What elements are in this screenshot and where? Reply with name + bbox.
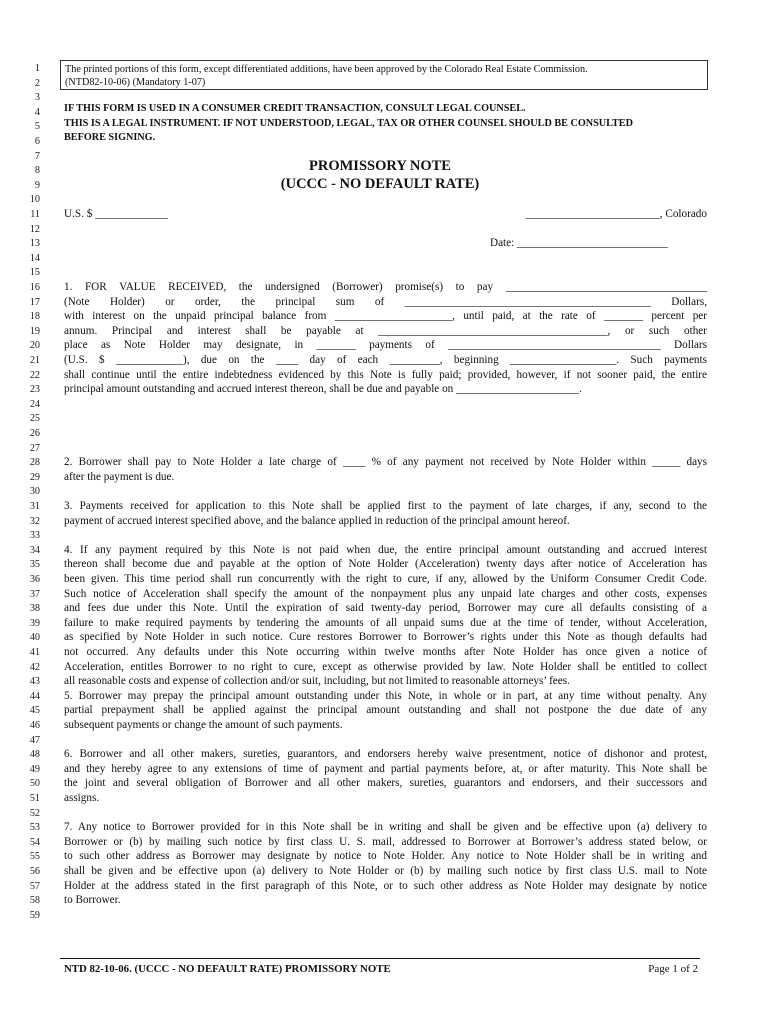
line-number: 48	[29, 749, 40, 761]
line-number: 14	[29, 252, 40, 264]
line-number: 13	[29, 238, 40, 250]
line-number: 45	[29, 705, 40, 717]
paragraph-p2-line: after the payment is due.	[64, 470, 175, 483]
line-number: 50	[29, 778, 40, 790]
line-number: 21	[29, 355, 40, 366]
line-number: 54	[29, 836, 40, 848]
line-number: 28	[29, 457, 40, 469]
line-number: 26	[29, 428, 40, 439]
line-number: 43	[29, 676, 40, 688]
paragraph-p1-line: place as Note Holder may designate, in _______ payments of ______________________________________ Dollars	[64, 339, 707, 352]
paragraph-p4-line: failure to make required payments by tendering the amounts of all unpaid sums due at the time of tender, without Acceleration,	[64, 616, 707, 629]
paragraph-p2-line: 2. Borrower shall pay to Note Holder a late charge of ____ % of any payment not received by Note Holder within _____ days	[64, 456, 707, 469]
line-number: 12	[29, 223, 40, 235]
paragraph-p5-line: partial prepayment shall be applied against the principal amount outstanding and shall not postpone the due date of any	[64, 704, 707, 717]
line-number: 52	[29, 807, 40, 819]
line-number: 39	[29, 617, 40, 629]
paragraph-p5-line: 5. Borrower may prepay the principal amount outstanding under this Note, in whole or in part, at any time without penalty. Any	[64, 689, 707, 702]
line-number: 6	[34, 136, 40, 147]
line-number: 32	[29, 515, 40, 527]
paragraph-p6-line: assigns.	[64, 792, 100, 804]
line-number: 38	[29, 603, 40, 615]
line-number: 22	[29, 369, 40, 381]
location-field: ________________________, Colorado	[525, 208, 707, 220]
footer-form-id: NTD 82-10-06. (UCCC - NO DEFAULT RATE) PROMISSORY NOTE	[64, 963, 391, 975]
paragraph-p1-line: (U.S. $ ____________), due on the ____ day of each _________, beginning ___________________. Such payments	[64, 354, 707, 366]
line-number: 37	[29, 588, 40, 600]
line-number: 35	[29, 559, 40, 571]
line-number: 34	[29, 544, 40, 556]
line-number: 58	[29, 895, 40, 907]
approval-box	[60, 60, 708, 90]
line-number: 42	[29, 661, 40, 673]
paragraph-p7-line: to such other address as Borrower may designate by notice to Note Holder. Any notice to Note Holder shall be in writing and	[64, 850, 707, 863]
line-number: 1	[34, 63, 40, 74]
line-number: 4	[34, 106, 40, 118]
paragraph-p4-line: Such notice of Acceleration shall specify the amount of the nonpayment plus any unpaid late charges and other costs, expenses	[64, 587, 707, 600]
line-number: 18	[29, 311, 40, 323]
paragraph-p1-line: (Note Holder) or order, the principal sum of ____________________________________________ Dollars,	[64, 295, 707, 308]
paragraph-p1-line: principal amount outstanding and accrued interest thereon, shall be due and payable on ______________________.	[64, 383, 582, 396]
line-number: 56	[29, 866, 40, 877]
paragraph-p4-line: 4. If any payment required by this Note is not paid when due, the entire principal amount outstanding and accrued interest	[64, 543, 707, 556]
paragraph-p7-line: to Borrower.	[64, 894, 121, 907]
paragraph-p7-line: Holder at the address stated in the first paragraph of this Note, or to such other address as Note Holder may designate by notice	[64, 879, 707, 892]
paragraph-p4-line: been given. This time period shall run concurrently with the right to cure, if any, allowed by the Uniform Consumer Credit Code.	[64, 573, 707, 585]
paragraph-p4-line: thereon shall become due and payable at the option of Note Holder (Acceleration) twenty days after notice of Acceleration has	[64, 558, 707, 571]
document-title: PROMISSORY NOTE	[309, 158, 451, 174]
line-number: 11	[30, 209, 40, 220]
paragraph-p3-line: payment of accrued interest specified above, and the balance applied in reduction of the principal amount hereof.	[64, 514, 570, 527]
line-number: 53	[29, 822, 40, 834]
line-number: 20	[29, 340, 40, 352]
paragraph-p4-line: as specified by Note Holder in such notice. Cure restores Borrower to Borrower’s rights under this Note as though defaults had	[64, 631, 707, 644]
line-number: 30	[29, 486, 40, 498]
paragraph-p1-line: 1. FOR VALUE RECEIVED, the undersigned (Borrower) promise(s) to pay ____________________________________	[64, 281, 707, 293]
line-number: 40	[29, 632, 40, 644]
line-number: 3	[34, 92, 40, 104]
line-number: 57	[29, 880, 40, 892]
paragraph-p1-line: shall continue until the entire indebtedness evidenced by this Note is fully paid; provided, however, if not sooner paid, the entire	[64, 368, 707, 381]
line-number: 10	[29, 194, 40, 206]
paragraph-p7-line: Borrower or (b) by mailing such notice by first class U. S. mail, addressed to Borrower at Borrower’s address stated below, or	[64, 835, 707, 848]
amount-field: U.S. $ _____________	[64, 208, 168, 220]
footer-page-number: Page 1 of 2	[648, 963, 698, 975]
paragraph-p7-line: shall be given and be effective upon (a) delivery to Note Holder or (b) by mailing such notice by first class U.S. mail to Note	[64, 865, 707, 877]
line-number: 59	[29, 909, 40, 921]
warning-line3: BEFORE SIGNING.	[64, 132, 156, 144]
paragraph-p3-line: 3. Payments received for application to this Note shall be applied first to the payment of late charges, if any, second to the	[64, 500, 707, 512]
line-number: 5	[34, 121, 40, 133]
line-number: 51	[29, 793, 40, 804]
line-number: 55	[29, 851, 40, 863]
line-number: 33	[29, 530, 40, 542]
line-number: 49	[29, 763, 40, 775]
approval-text-line2: (NTD82-10-06) (Mandatory 1-07)	[65, 77, 206, 88]
line-number: 17	[29, 296, 40, 308]
line-number: 2	[34, 77, 40, 89]
line-number: 16	[29, 282, 40, 293]
line-number: 27	[29, 442, 40, 454]
line-number: 23	[29, 384, 40, 396]
line-number: 9	[34, 179, 40, 191]
line-number: 19	[29, 325, 40, 337]
line-number: 44	[29, 690, 40, 702]
line-number: 47	[29, 734, 40, 746]
footer-rule	[60, 958, 700, 959]
paragraph-p4-line: not occurred. Any defaults under this Note occurring within twelve months after Note Holder has once given a notice of	[64, 646, 707, 658]
warning-line2: THIS IS A LEGAL INSTRUMENT. IF NOT UNDERSTOOD, LEGAL, TAX OR OTHER COUNSEL SHOULD BE CONSULTED	[64, 117, 633, 129]
paragraph-p6-line: the joint and several obligation of Borrower and all other makers, sureties, guarantors and endorsers, and their successors and	[64, 777, 707, 790]
date-field: Date: ___________________________	[490, 237, 669, 249]
line-number: 24	[29, 398, 40, 410]
document-subtitle: (UCCC - NO DEFAULT RATE)	[280, 176, 480, 192]
line-number: 8	[34, 165, 40, 177]
paragraph-p1-line: with interest on the unpaid principal balance from _____________________, until paid, at the rate of _______ percent per	[64, 310, 707, 323]
paragraph-p4-line: Acceleration, entitles Borrower to no right to cure, except as otherwise provided by law. Note Holder shall be entitled to collect	[64, 660, 707, 673]
paragraph-p4-line: and fees due under this Note. Until the expiration of said twenty-day period, Borrower may cure all defaults consisting of a	[64, 602, 707, 615]
paragraph-p7-line: 7. Any notice to Borrower provided for in this Note shall be in writing and shall be given and be effective upon (a) delivery to	[64, 821, 707, 834]
line-number: 36	[29, 574, 40, 585]
line-number: 29	[29, 471, 40, 483]
approval-text-line1: The printed portions of this form, except differentiated additions, have been approved by the Colorado Real Estate Commission.	[65, 64, 588, 75]
paragraph-p1-line: annum. Principal and interest shall be payable at _________________________________________, or such other	[64, 324, 707, 337]
line-number: 25	[29, 413, 40, 425]
paragraph-p5-line: subsequent payments or change the amount of such payments.	[64, 719, 343, 731]
line-number: 41	[29, 647, 40, 658]
line-number: 7	[34, 150, 40, 162]
paragraph-p6-line: and they hereby agree to any extensions of time of payment and partial payments before, at, or after maturity. This Note shall be	[64, 762, 707, 775]
line-number: 15	[29, 267, 40, 279]
paragraph-p6-line: 6. Borrower and all other makers, sureties, guarantors, and endorsers hereby waive presentment, notice of dishonor and protest,	[64, 748, 707, 761]
paragraph-p4-line: all reasonable costs and expense of collection and/or suit, including, but not limited to reasonable attorneys’ fees.	[64, 675, 570, 688]
line-number: 31	[29, 501, 40, 512]
warning-line1: IF THIS FORM IS USED IN A CONSUMER CREDIT TRANSACTION, CONSULT LEGAL COUNSEL.	[64, 103, 526, 114]
line-number: 46	[29, 720, 40, 731]
